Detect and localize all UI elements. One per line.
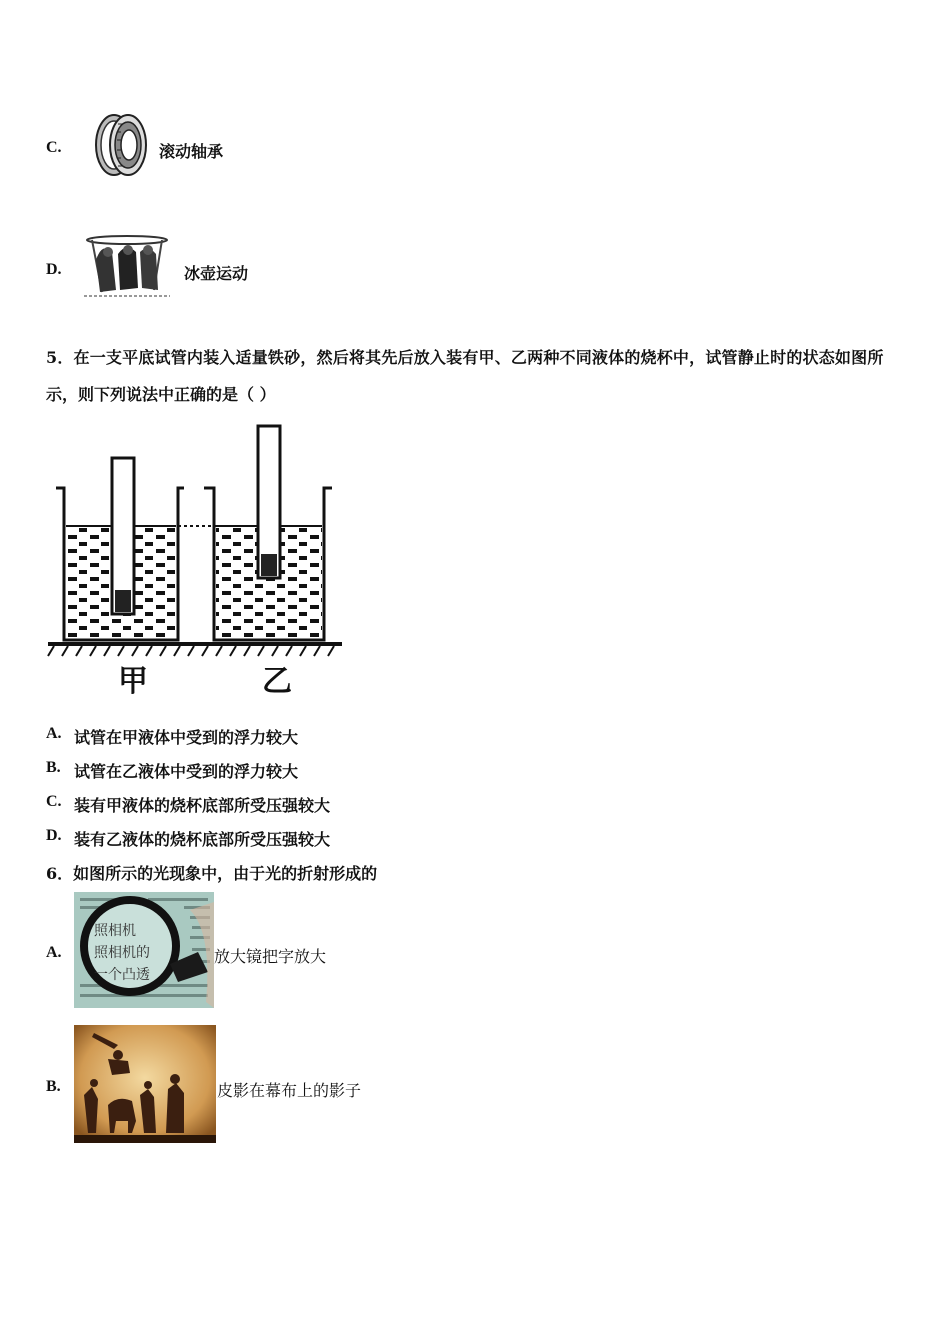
photo-text-2: 照相机的 (94, 945, 150, 961)
q5-option-b-text: 试管在乙液体中受到的浮力较大 (74, 762, 299, 781)
q5-option-a-text: 试管在甲液体中受到的浮力较大 (74, 728, 299, 747)
q6-option-a-letter: A. (46, 944, 62, 961)
label-jia: 甲 (118, 664, 148, 699)
q6-option-b-letter: B. (46, 1078, 61, 1095)
option-d-text: 冰壶运动 (184, 264, 249, 283)
label-yi: 乙 (262, 664, 292, 699)
q5-option-a-letter: A. (46, 725, 62, 742)
shadow-puppet-photo (74, 1025, 216, 1143)
q6-option-b-text: 皮影在幕布上的影子 (217, 1081, 362, 1100)
beakers-diagram (44, 420, 350, 699)
option-d-letter: D. (46, 261, 62, 278)
option-c-text: 滚动轴承 (159, 142, 224, 161)
curling-image (82, 230, 172, 300)
option-c-letter: C. (46, 139, 62, 156)
q5-stem-line1: 5．在一支平底试管内装入适量铁砂，然后将其先后放入装有甲、乙两种不同液体的烧杯中，试管静止时的状态如图所 (46, 348, 884, 367)
q5-option-c-text: 装有甲液体的烧杯底部所受压强较大 (74, 796, 331, 815)
q5-option-b-letter: B. (46, 759, 61, 776)
bearing-image (92, 112, 152, 178)
photo-text-3: 一个凸透 (94, 967, 150, 983)
magnifier-photo (74, 892, 214, 1008)
q5-option-d-text: 装有乙液体的烧杯底部所受压强较大 (74, 830, 331, 849)
q5-option-d-letter: D. (46, 827, 62, 844)
q6-option-a-text: 放大镜把字放大 (214, 947, 327, 966)
photo-text-1: 照相机 (94, 923, 136, 939)
q6-stem: 6．如图所示的光现象中，由于光的折射形成的 (46, 864, 378, 883)
q5-option-c-letter: C. (46, 793, 62, 810)
q5-stem-line2: 示，则下列说法中正确的是（ ） (46, 385, 276, 404)
